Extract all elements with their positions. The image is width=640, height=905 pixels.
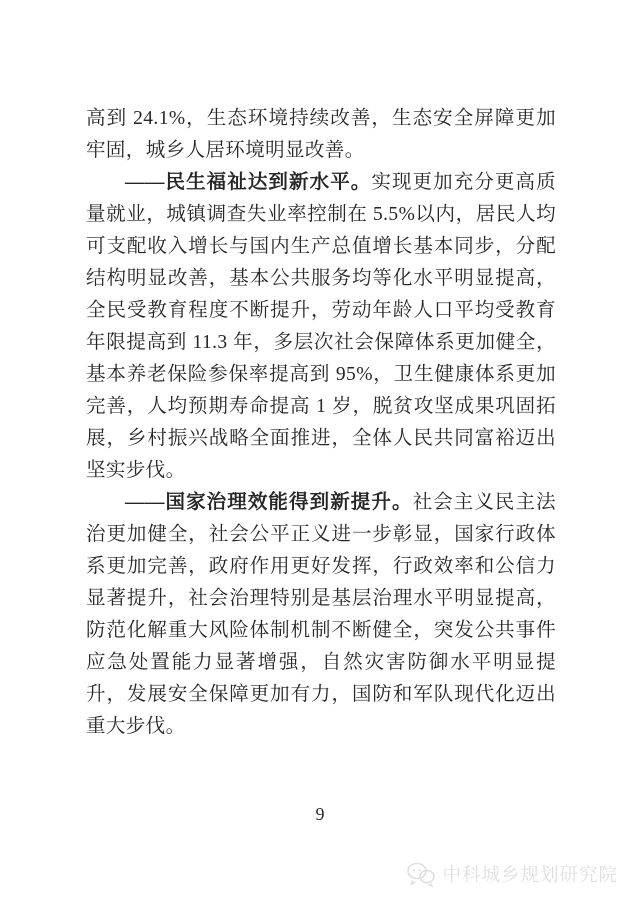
paragraph bbox=[86, 167, 556, 487]
watermark-text: 中科城乡规划研究院 bbox=[442, 864, 618, 885]
document-body bbox=[86, 103, 556, 743]
paragraph bbox=[86, 487, 556, 743]
paragraph-text: 实现更加充分更高质量就业，城镇调查失业率控制在 5.5%以内，居民人均可支配收入增长与国内生产总值增长基本同步，分配结构明显改善，基本公共服务均等化水平明显提高，全民受教育程度不断提升，劳动年龄人口平均受教育年限提高到 11.3 年，多层次社会保障体系更加健全，基本养老保险参保率提高到 95%，卫生健康体系更加完善，人均预期寿命提高 1 岁，脱贫攻坚成果巩固拓展，乡村振兴战略全面推进，全体人民共同富裕迈出坚实步伐。 bbox=[86, 172, 556, 481]
page-number: 9 bbox=[315, 804, 325, 824]
paragraph-text: 社会主义民主法治更加健全，社会公平正义进一步彰显，国家行政体系更加完善，政府作用更好发挥，行政效率和公信力显著提升，社会治理特别是基层治理水平明显提高，防范化解重大风险体制机制不断健全，突发公共事件应急处置能力显著增强，自然灾害防御水平明显提升，发展安全保障更加有力，国防和军队现代化迈出重大步伐。 bbox=[86, 492, 556, 737]
paragraph bbox=[86, 103, 556, 167]
watermark bbox=[406, 861, 618, 887]
paragraph-lead: ——民生福祉达到新水平。 bbox=[125, 172, 372, 193]
wechat-icon bbox=[406, 861, 436, 887]
paragraph-lead: ——国家治理效能得到新提升。 bbox=[125, 492, 413, 513]
paragraph-text: 高到 24.1%，生态环境持续改善，生态安全屏障更加牢固，城乡人居环境明显改善。 bbox=[86, 108, 556, 161]
